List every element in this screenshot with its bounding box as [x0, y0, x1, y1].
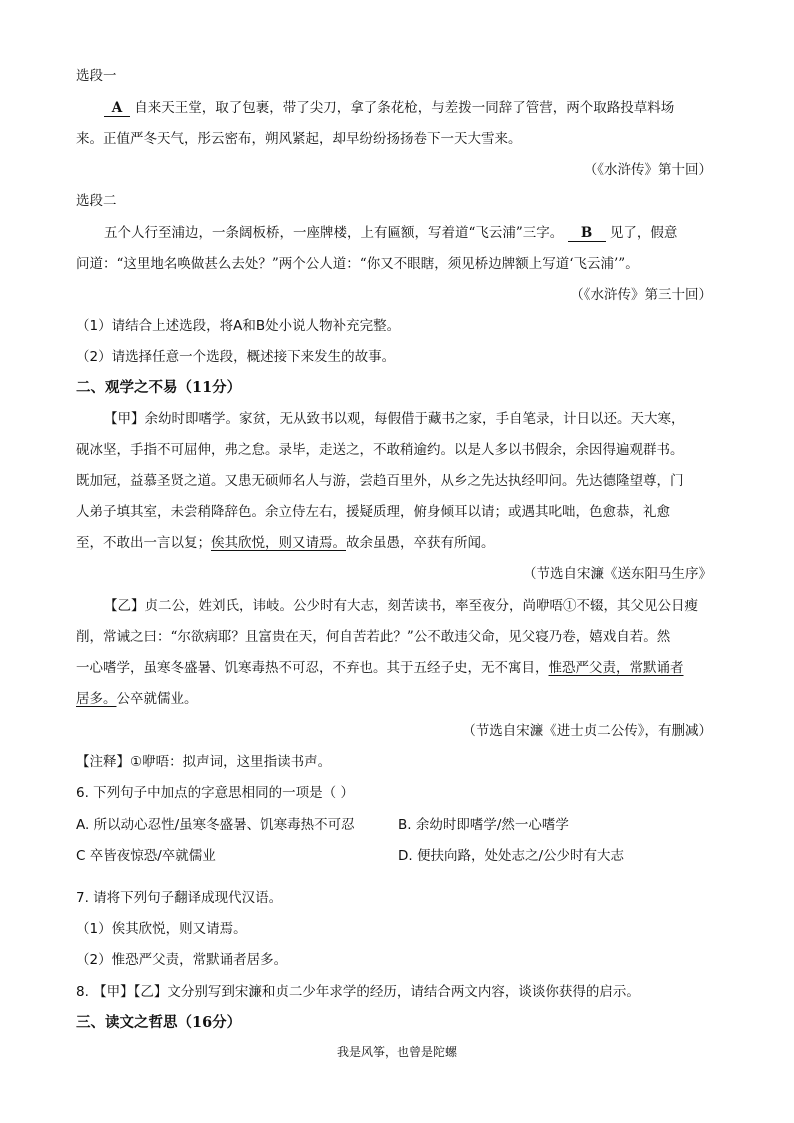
passage2-heading: 选段二 [76, 193, 117, 209]
jia-line4: 人弟子填其室，未尝稍降辞色。余立侍左右，援疑质理，俯身倾耳以请；或遇其叱咄，色愈恭，礼愈 [76, 504, 670, 520]
q7-sentence-2: （2）惟恐严父责，常默诵者居多。 [76, 952, 288, 968]
yi-line2: 削，常诫之曰：“尔欲病耶？且富贵在天，何自苦若此？”公不敢违父命，见父寝乃卷，嬉戏自若。然 [76, 629, 671, 645]
question-8: 8. 【甲】【乙】文分别写到宋濂和贞二少年求学的经历，请结合两文内容，谈谈你获得的启示。 [76, 984, 640, 1000]
q7-sentence-1: （1）俟其欣悦，则又请焉。 [76, 921, 247, 937]
jia-source: （节选自宋濂《送东阳马生序》 [523, 566, 712, 582]
yi-line4 [76, 687, 198, 707]
q6-option-a: A. 所以动心忍性/虽寒冬盛暑、饥寒毒热不可忍 [76, 817, 355, 833]
q6-option-d: D. 便扶向路，处处志之/公少时有大志 [398, 848, 625, 864]
question-7-stem: 7. 请将下列句子翻译成现代汉语。 [76, 890, 283, 906]
passage2-text-line1a: 五个人行至浦边，一条阔板桥，一座牌楼，上有匾额，写着道“飞云浦”三字。 [104, 225, 564, 241]
passage2-source: （《水浒传》第三十回） [570, 287, 712, 303]
jia-line5-b: 故余虽愚，卒获有所闻。 [346, 535, 495, 551]
passage1-source: （《水浒传》第十回） [583, 162, 712, 178]
passage2-line2: 问道：“这里地名唤做甚么去处？”两个公人道：“你又不眼瞎，须见桥边牌额上写道‘飞云浦’”。 [76, 256, 639, 272]
blank-a: A [104, 100, 130, 117]
passage1-heading: 选段一 [76, 68, 117, 84]
jia-underlined-sentence: 俟其欣悦，则又请焉。 [211, 535, 346, 551]
q6-option-c: C 卒皆夜惊恐/卒就儒业 [76, 848, 216, 864]
jia-line1: 【甲】余幼时即嗜学。家贫，无从致书以观，每假借于藏书之家，手自笔录，计日以还。天大寒， [104, 411, 685, 427]
section-3-heading: 三、读文之哲思（16分） [76, 1014, 242, 1031]
question-a2: （2）请选择任意一个选段，概述接下来发生的故事。 [76, 349, 396, 365]
yi-line1: 【乙】贞二公，姓刘氏，讳岐。公少时有大志，刻苦读书，率至夜分，尚咿唔①不辍，其父见公日瘦 [104, 598, 698, 614]
blank-b: B [568, 225, 606, 242]
jia-line2: 砚冰坚，手指不可屈伸，弗之怠。录毕，走送之，不敢稍逾约。以是人多以书假余，余因得遍观群书。 [76, 442, 684, 458]
page-footer: 我是风筝，也曾是陀螺 [336, 1045, 457, 1059]
question-a1: （1）请结合上述选段，将A和B处小说人物补充完整。 [76, 318, 401, 334]
yi-line4-b: 公卒就儒业。 [116, 691, 198, 707]
passage2-line1 [104, 221, 677, 242]
passage2-text-line1b: 见了，假意 [609, 225, 678, 241]
annotation-note: 【注释】①咿唔：拟声词，这里指读书声。 [76, 754, 332, 770]
yi-line3 [76, 656, 684, 676]
jia-line3: 既加冠，益慕圣贤之道。又患无硕师名人与游，尝趋百里外，从乡之先达执经叩问。先达德隆望尊，门 [76, 473, 684, 489]
yi-underlined-sentence-part2: 居多。 [76, 691, 117, 707]
yi-underlined-sentence-part1: 惟恐严父责，常默诵者 [548, 660, 684, 676]
passage1-text-line1: 自来天王堂，取了包裹，带了尖刀，拿了条花枪，与差拨一同辞了管营，两个取路投草料场 [134, 100, 675, 116]
q6-option-b: B. 余幼时即嗜学/然一心嗜学 [398, 817, 569, 833]
yi-source: （节选自宋濂《进士贞二公传》，有删减） [462, 723, 712, 739]
jia-line5 [76, 531, 495, 551]
jia-line5-a: 至，不敢出一言以复； [76, 535, 211, 551]
section-2-heading: 二、观学之不易（11分） [76, 379, 242, 396]
yi-line3-a: 一心嗜学，虽寒冬盛暑、饥寒毒热不可忍，不弃也。其于五经子史，无不寓目， [76, 660, 549, 676]
question-6-stem: 6. 下列句子中加点的字意思相同的一项是（ ） [76, 785, 354, 801]
passage1-line2: 来。正值严冬天气，彤云密布，朔风紧起，却早纷纷扬扬卷下一天大雪来。 [76, 131, 522, 147]
passage1-line1 [104, 96, 674, 117]
